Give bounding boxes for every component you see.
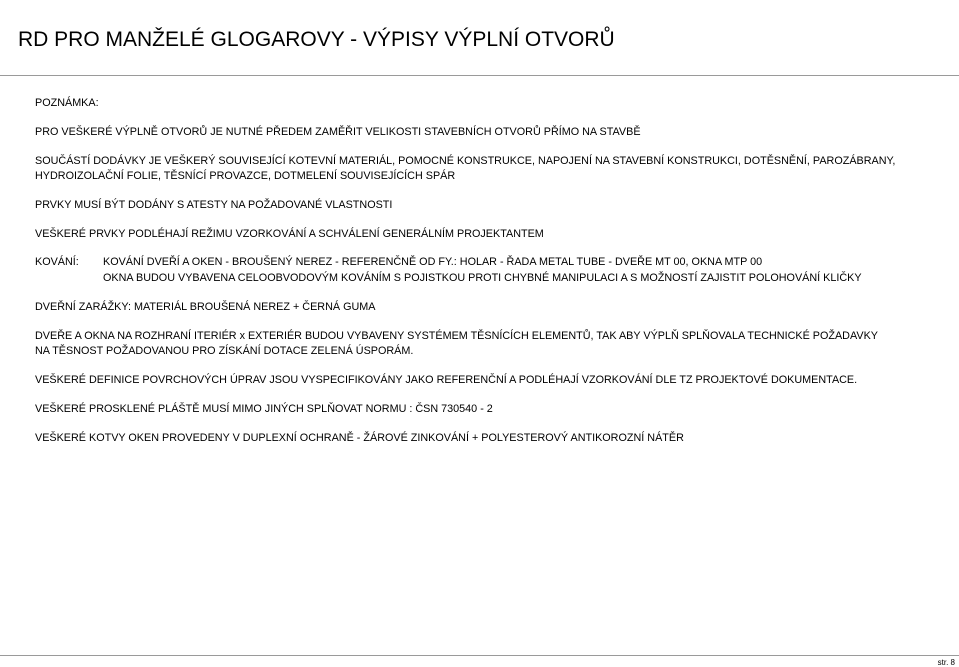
note-sealing-1: DVEŘE A OKNA NA ROZHRANÍ ITERIÉR x EXTERIÉR BUDOU VYBAVENY SYSTÉMEM TĚSNÍCÍCH ELEMENTŮ, TAK ABY VÝPLŇ SPLŇOVALA TECHNICKÉ POŽADAVKY: [35, 330, 878, 342]
page-number: str. 8: [937, 658, 955, 667]
note-sealing-2: NA TĚSNOST POŽADOVANOU PRO ZÍSKÁNÍ DOTACE ZELENÁ ÚSPORÁM.: [35, 345, 414, 357]
note-hardware-1: KOVÁNÍ DVEŘÍ A OKEN - BROUŠENÝ NEREZ - REFERENČNĚ OD FY.: HOLAR - ŘADA METAL TUBE - DVEŘE MT 00, OKNA MTP 00: [103, 256, 763, 268]
note-measure-openings: PRO VEŠKERÉ VÝPLNĚ OTVORŮ JE NUTNÉ PŘEDEM ZAMĚŘIT VELIKOSTI STAVEBNÍCH OTVORŮ PŘÍMO NA STAVBĚ: [35, 126, 641, 138]
notes-heading: POZNÁMKA:: [35, 97, 99, 109]
hardware-label: KOVÁNÍ:: [35, 256, 79, 268]
footer-divider: [0, 655, 959, 656]
note-hardware-2: OKNA BUDOU VYBAVENA CELOOBVODOVÝM KOVÁNÍM S POJISTKOU PROTI CHYBNÉ MANIPULACI A S MOŽNOSTÍ ZAJISTIT POLOHOVÁNÍ KLIČKY: [103, 272, 862, 284]
note-delivery-scope-2: HYDROIZOLAČNÍ FOLIE, TĚSNÍCÍ PROVAZCE, DOTMELENÍ SOUVISEJÍCÍCH SPÁR: [35, 170, 456, 182]
page-title: RD PRO MANŽELÉ GLOGAROVY - VÝPISY VÝPLNÍ OTVORŮ: [18, 28, 615, 51]
note-glazing-norm: VEŠKERÉ PROSKLENÉ PLÁŠTĚ MUSÍ MIMO JINÝCH SPLŇOVAT NORMU : ČSN 730540 - 2: [35, 403, 493, 415]
note-door-stops: DVEŘNÍ ZARÁŽKY: MATERIÁL BROUŠENÁ NEREZ + ČERNÁ GUMA: [35, 301, 376, 313]
note-delivery-scope-1: SOUČÁSTÍ DODÁVKY JE VEŠKERÝ SOUVISEJÍCÍ KOTEVNÍ MATERIÁL, POMOCNÉ KONSTRUKCE, NAPOJENÍ NA STAVEBNÍ KONSTRUKCI, DOTĚSNĚNÍ, PAROZÁBRANY,: [35, 155, 896, 167]
note-sampling: VEŠKERÉ PRVKY PODLÉHAJÍ REŽIMU VZORKOVÁNÍ A SCHVÁLENÍ GENERÁLNÍM PROJEKTANTEM: [35, 228, 544, 240]
note-certificates: PRVKY MUSÍ BÝT DODÁNY S ATESTY NA POŽADOVANÉ VLASTNOSTI: [35, 199, 393, 211]
note-surface-finishes: VEŠKERÉ DEFINICE POVRCHOVÝCH ÚPRAV JSOU VYSPECIFIKOVÁNY JAKO REFERENČNÍ A PODLÉHAJÍ VZORKOVÁNÍ DLE TZ PROJEKTOVÉ DOKUMENTACE.: [35, 374, 858, 386]
header-divider: [0, 75, 959, 76]
note-anchors: VEŠKERÉ KOTVY OKEN PROVEDENY V DUPLEXNÍ OCHRANĚ - ŽÁROVÉ ZINKOVÁNÍ + POLYESTEROVÝ ANTIKOROZNÍ NÁTĚR: [35, 432, 684, 444]
